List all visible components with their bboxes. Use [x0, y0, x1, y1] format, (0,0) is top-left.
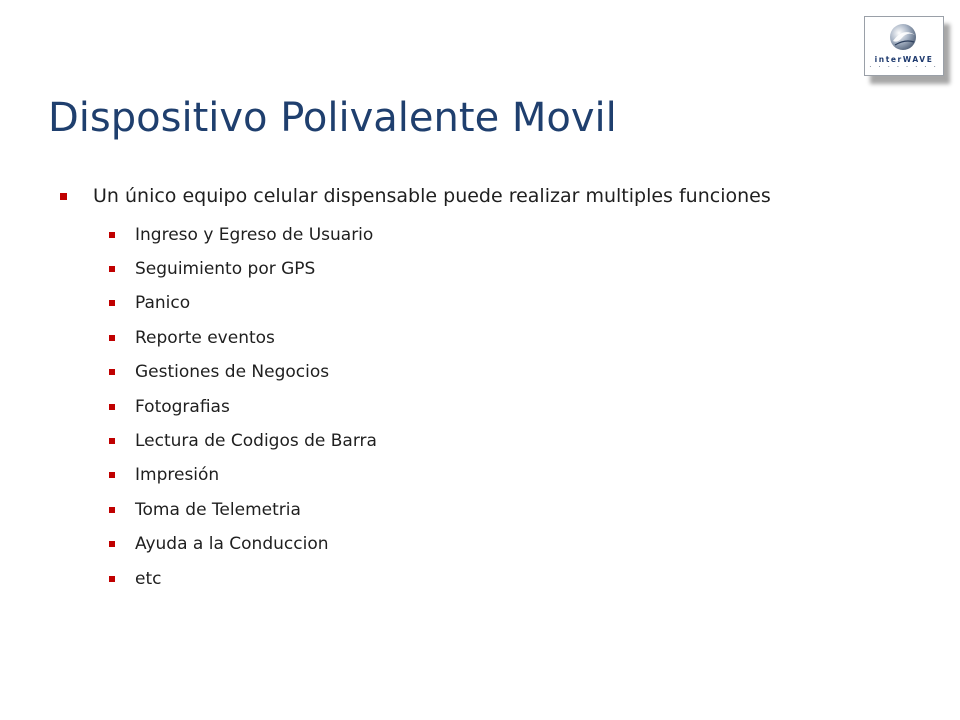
sub-bullet — [109, 394, 230, 420]
sub-bullet — [109, 462, 219, 488]
bullet-square-icon — [109, 472, 115, 478]
sub-bullet — [109, 222, 373, 248]
sub-bullet-text: Gestiones de Negocios — [135, 362, 330, 382]
bullet-square-icon — [109, 507, 115, 513]
logo-wordmark: interWAVE — [874, 55, 934, 64]
sub-bullet — [109, 290, 190, 316]
sub-bullet-text: Fotografias — [135, 397, 230, 417]
sub-bullet-text: Lectura de Codigos de Barra — [135, 431, 377, 451]
sub-bullet — [109, 428, 377, 454]
bullet-square-icon — [109, 404, 115, 410]
logo-tagline: • • • • • • • • — [869, 65, 939, 69]
sub-bullet — [109, 531, 329, 557]
sub-bullet-text: Toma de Telemetria — [135, 500, 301, 520]
bullet-square-icon — [109, 335, 115, 341]
sub-bullet-text: etc — [135, 569, 162, 589]
main-bullet — [60, 183, 771, 209]
slide-title: Dispositivo Polivalente Movil — [48, 95, 617, 141]
sub-bullet-text: Panico — [135, 293, 191, 313]
company-logo — [864, 16, 944, 76]
bullet-square-icon — [109, 266, 115, 272]
sub-bullet — [109, 256, 315, 282]
bullet-square-icon — [109, 232, 115, 238]
bullet-square-icon — [109, 369, 115, 375]
bullet-square-icon — [109, 300, 115, 306]
sub-bullet-text: Ayuda a la Conduccion — [135, 534, 329, 554]
sub-bullet — [109, 325, 275, 351]
sub-bullet — [109, 497, 301, 523]
sub-bullet — [109, 566, 161, 592]
bullet-square-icon — [109, 576, 115, 582]
sub-bullet — [109, 359, 329, 385]
bullet-square-icon — [109, 438, 115, 444]
sub-bullet-text: Ingreso y Egreso de Usuario — [135, 225, 374, 245]
sub-bullet-text: Impresión — [135, 465, 220, 485]
bullet-square-icon — [109, 541, 115, 547]
sub-bullet-text: Seguimiento por GPS — [135, 259, 316, 279]
bullet-square-icon — [60, 193, 67, 200]
main-bullet-text: Un único equipo celular dispensable puede realizar multiples funciones — [93, 185, 771, 207]
sub-bullet-text: Reporte eventos — [135, 328, 275, 348]
